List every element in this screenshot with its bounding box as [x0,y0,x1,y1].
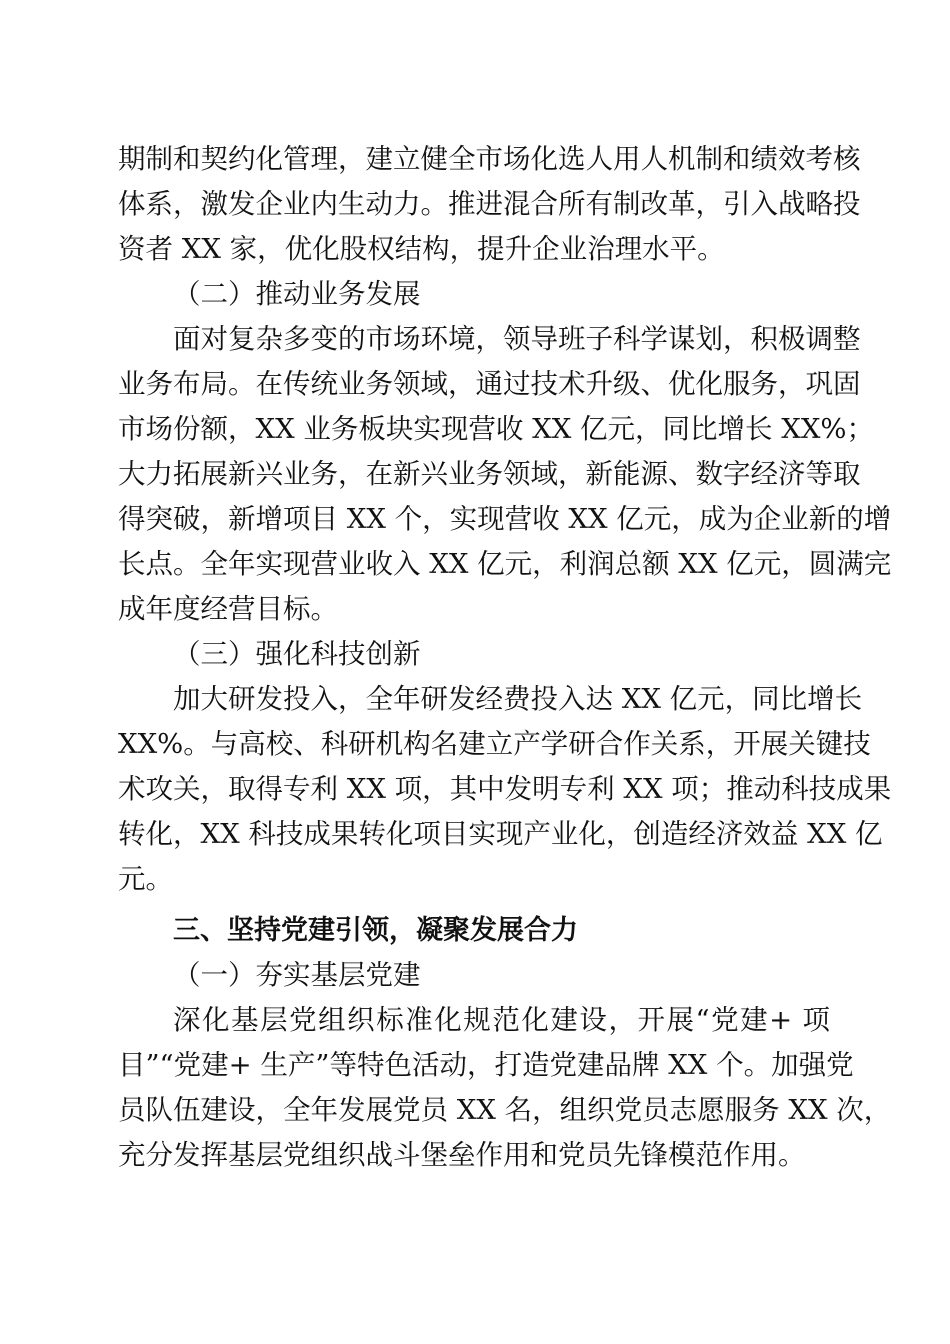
paragraph-3 [118,677,892,902]
paragraph-line: 资者 XX 家，优化股权结构，提升企业治理水平。 [118,233,725,265]
paragraph-line: 业务布局。在传统业务领域，通过技术升级、优化服务，巩固 [118,368,861,400]
paragraph-line: 深化基层党组织标准化规范化建设，开展“党建+ 项 [173,1004,830,1036]
paragraph-1 [118,137,861,272]
paragraph-line: 大力拓展新兴业务，在新兴业务领域，新能源、数字经济等取 [118,458,861,490]
paragraph-line: 元。 [118,863,173,895]
paragraph-line: 得突破，新增项目 XX 个，实现营收 XX 亿元，成为企业新的增 [118,503,892,535]
paragraph-line: 成年度经营目标。 [118,593,338,625]
section-heading-3: 三、坚持党建引领，凝聚发展合力 [173,915,578,946]
paragraph-line: 转化，XX 科技成果转化项目实现产业化，创造经济效益 XX 亿 [118,818,883,850]
paragraph-line: 目”“党建+ 生产”等特色活动，打造党建品牌 XX 个。加强党 [118,1049,854,1081]
paragraph-line: 员队伍建设，全年发展党员 XX 名，组织党员志愿服务 XX 次， [118,1094,892,1126]
section-heading-2-3: （三）强化科技创新 [173,638,421,670]
section-heading-2-2: （二）推动业务发展 [173,278,421,310]
paragraph-line: 加大研发投入，全年研发经费投入达 XX 亿元，同比增长 [173,683,863,715]
paragraph-line: 面对复杂多变的市场环境，领导班子科学谋划，积极调整 [173,323,861,355]
paragraph-2 [118,317,892,632]
paragraph-line: 充分发挥基层党组织战斗堡垒作用和党员先锋模范作用。 [118,1139,806,1171]
document-body [118,137,892,1178]
section-heading-3-1: （一）夯实基层党建 [173,959,421,991]
paragraph-line: 术攻关，取得专利 XX 项，其中发明专利 XX 项；推动科技成果 [118,773,892,805]
paragraph-line: 市场份额，XX 业务板块实现营收 XX 亿元，同比增长 XX%； [118,413,875,445]
paragraph-4 [118,998,892,1178]
paragraph-line: 期制和契约化管理，建立健全市场化选人用人机制和绩效考核 [118,143,861,175]
paragraph-line: 长点。全年实现营业收入 XX 亿元，利润总额 XX 亿元，圆满完 [118,548,892,580]
paragraph-line: XX%。与高校、科研机构名建立产学研合作关系，开展关键技 [118,728,871,760]
paragraph-line: 体系，激发企业内生动力。推进混合所有制改革，引入战略投 [118,188,861,220]
